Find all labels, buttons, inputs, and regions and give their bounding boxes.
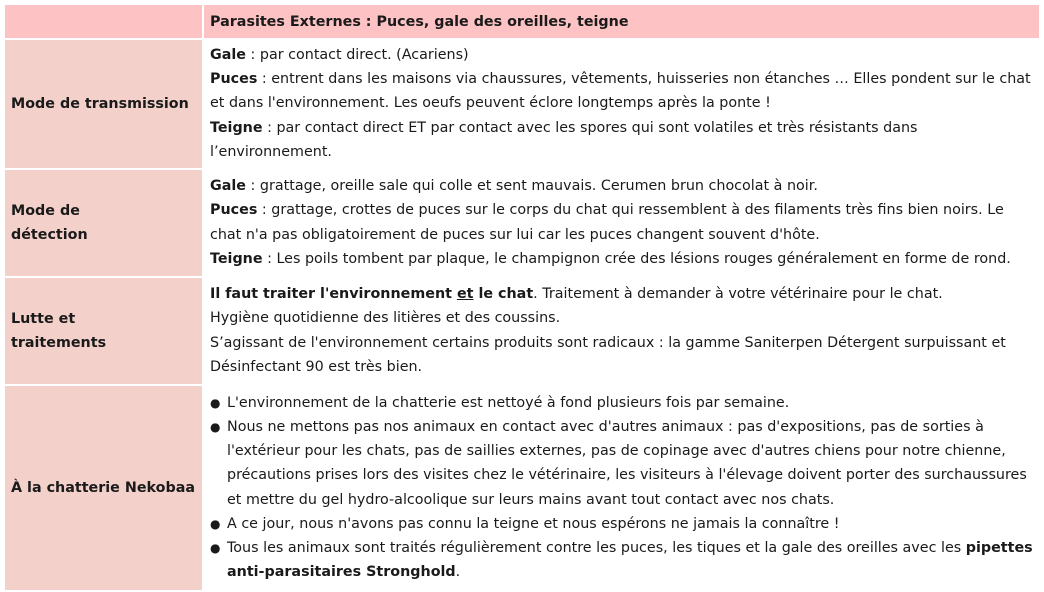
teigne-term: Teigne: [210, 119, 263, 136]
list-item-text: A ce jour, nous n'avons pas connu la teigne et nous espérons ne jamais la connaître !: [227, 515, 840, 532]
gale-term: Gale: [210, 178, 246, 195]
list-item-end: .: [455, 564, 461, 581]
bullet-icon: ●: [210, 419, 221, 434]
transmission-teigne: [210, 116, 1033, 164]
list-item: [210, 391, 1033, 415]
puces-text: : entrent dans les maisons via chaussures, vêtements, huisseries non étanches … Elles pondent sur le chat et dans l'environnement. Les oeufs peuvent éclore longtemps après la ponte !: [210, 71, 1031, 112]
transmission-content: [203, 39, 1040, 169]
detection-row: [4, 169, 1040, 277]
lutte-row: [4, 277, 1040, 385]
gale-term: Gale: [210, 47, 246, 63]
detection-puces: [210, 198, 1033, 246]
puces-text: : grattage, crottes de puces sur le corps du chat qui ressemblent à des filaments très fins bien noirs. Le chat n'a pas obligatoirement de puces sur lui car les puces changent souvent d'hôte.: [210, 202, 1004, 243]
parasites-table: [3, 3, 1041, 592]
list-item-text: L'environnement de la chatterie est nettoyé à fond plusieurs fois par semaine.: [227, 394, 790, 411]
lutte-line2: Hygiène quotidienne des litières et des coussins.: [210, 310, 561, 327]
list-item: [210, 536, 1033, 584]
lutte-bold-part1: Il faut traiter l'environnement: [210, 286, 457, 303]
stronghold-product: pipettes anti-parasitaires Stronghold: [227, 539, 1033, 581]
chatterie-row: [4, 385, 1040, 591]
lutte-bold: [210, 286, 533, 302]
detection-label: [4, 169, 203, 277]
list-item: [210, 415, 1033, 512]
header-empty-cell: [4, 4, 203, 39]
chatterie-content: [203, 385, 1040, 591]
transmission-row: [4, 39, 1040, 169]
transmission-gale: [210, 43, 1033, 67]
gale-text: : grattage, oreille sale qui colle et sent mauvais. Cerumen brun chocolat à noir.: [245, 178, 818, 195]
list-item: [210, 512, 1033, 536]
list-item-text: Nous ne mettons pas nos animaux en contact avec d'autres animaux : pas d'expositions, pas de sorties à l'extérieur pour les chats, pas de saillies externes, pas de copinage avec d'autres chiens pour notre chienne, précautions prises lors des visites chez le vétérinaire, les visiteurs à l'élevage doivent porter des surchaussures et mettre du gel hydro-alcoolique sur leurs mains avant tout contact avec nos chats.: [227, 418, 1027, 508]
chatterie-list: [210, 391, 1033, 585]
teigne-text: : par contact direct ET par contact avec les spores qui sont volatiles et très résistants dans l’environnement.: [210, 119, 918, 160]
lutte-bold-underlined: et: [456, 286, 474, 303]
detection-content: [203, 169, 1040, 277]
lutte-text1: . Traitement à demander à votre vétérinaire pour le chat.: [533, 286, 943, 303]
bullet-icon: ●: [210, 540, 221, 555]
lutte-line3: S’agissant de l'environnement certains produits sont radicaux : la gamme Saniterpen Détergent surpuissant et Désinfectant 90 est très bien.: [210, 334, 1006, 375]
list-item-text: Tous les animaux sont traités régulièrement contre les puces, les tiques et la gale des oreilles avec les: [227, 539, 966, 556]
detection-label-line1: Mode de: [11, 202, 80, 219]
puces-term: Puces: [210, 202, 258, 219]
gale-text: : par contact direct. (Acariens): [245, 47, 469, 63]
teigne-term: Teigne: [210, 250, 263, 267]
detection-gale: [210, 174, 1033, 198]
lutte-label-line1: Lutte et: [11, 310, 76, 327]
chatterie-label: À la chatterie Nekobaa: [4, 385, 203, 591]
transmission-puces: [210, 67, 1033, 115]
detection-teigne: [210, 247, 1033, 271]
transmission-label: Mode de transmission: [4, 39, 203, 169]
bullet-icon: ●: [210, 395, 221, 410]
lutte-content: [203, 277, 1040, 385]
lutte-bold-part2: le chat: [473, 286, 534, 303]
header-row: [4, 4, 1040, 39]
teigne-text: : Les poils tombent par plaque, le champignon crée des lésions rouges généralement en forme de rond.: [262, 250, 1011, 267]
lutte-line1: [210, 282, 1033, 306]
lutte-label: [4, 277, 203, 385]
detection-label-line2: détection: [11, 227, 88, 244]
puces-term: Puces: [210, 71, 258, 88]
table-title: Parasites Externes : Puces, gale des oreilles, teigne: [203, 4, 1040, 39]
lutte-label-line2: traitements: [11, 335, 107, 352]
bullet-icon: ●: [210, 516, 221, 531]
